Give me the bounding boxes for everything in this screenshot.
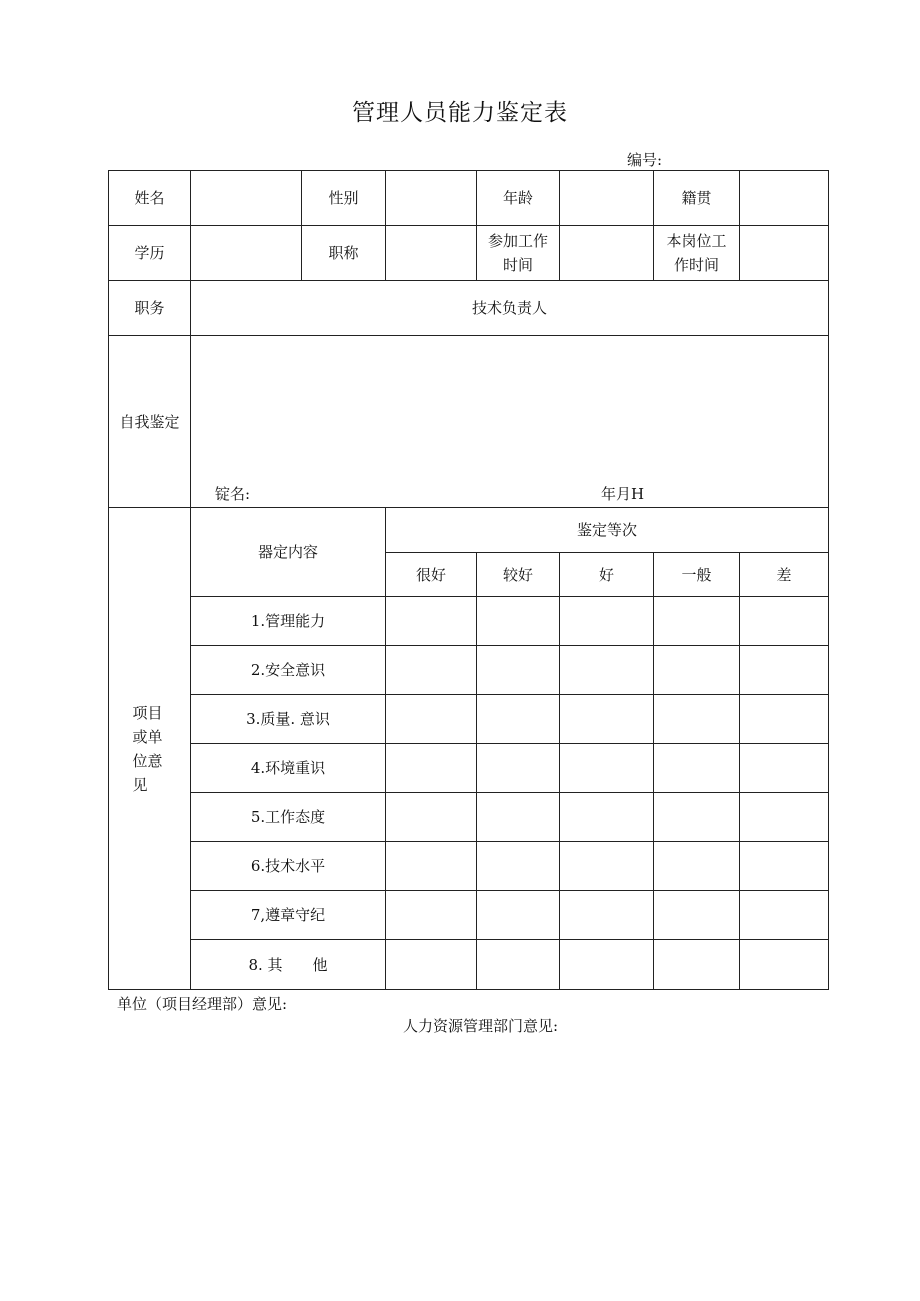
row-eval-header-1 (109, 508, 829, 553)
grade-cell[interactable] (560, 646, 654, 695)
eval-side-label: 项目或单位意见 (132, 703, 163, 794)
hr-opinion-label: 人力资源管理部门意见: (403, 1017, 559, 1035)
grade-cell[interactable] (560, 597, 654, 646)
table-row (109, 842, 829, 891)
post-time-field[interactable] (740, 226, 829, 281)
row-position (109, 281, 829, 336)
grade-cell[interactable] (654, 842, 740, 891)
grade-cell[interactable] (740, 695, 829, 744)
grade-cell[interactable] (560, 891, 654, 940)
grade-cell[interactable] (386, 646, 477, 695)
grade-cell[interactable] (654, 597, 740, 646)
row-basic-1 (109, 171, 829, 226)
grade-cell[interactable] (740, 646, 829, 695)
grade-cell[interactable] (386, 597, 477, 646)
appraisal-form-table (108, 170, 829, 990)
grade-cell[interactable] (654, 744, 740, 793)
page-title: 管理人员能力鉴定表 (352, 100, 568, 126)
table-row (109, 891, 829, 940)
signature-label: 锭名: (215, 485, 251, 503)
grade-cell[interactable] (560, 695, 654, 744)
work-start-label: 参加工作时间 (488, 232, 549, 274)
grade-cell[interactable] (740, 940, 829, 990)
grade-cell[interactable] (560, 940, 654, 990)
table-row (109, 940, 829, 990)
grade-fairly-good: 较好 (477, 553, 560, 597)
self-eval-label: 自我鉴定 (109, 336, 191, 508)
origin-label: 籍贯 (654, 171, 740, 226)
grade-good: 好 (560, 553, 654, 597)
eval-side-cell (109, 508, 191, 990)
job-title-label: 职称 (302, 226, 386, 281)
work-start-cell (477, 226, 560, 281)
grade-cell[interactable] (477, 744, 560, 793)
education-field[interactable] (191, 226, 302, 281)
grade-cell[interactable] (386, 940, 477, 990)
position-value[interactable]: 技术负责人 (191, 281, 829, 336)
unit-opinion-label: 单位（项目经理部）意见: (117, 995, 288, 1013)
name-field[interactable] (191, 171, 302, 226)
name-label: 姓名 (109, 171, 191, 226)
row-self-evaluation (109, 336, 829, 508)
grade-cell[interactable] (386, 744, 477, 793)
grade-cell[interactable] (740, 842, 829, 891)
work-start-field[interactable] (560, 226, 654, 281)
grade-cell[interactable] (477, 842, 560, 891)
grade-poor: 差 (740, 553, 829, 597)
grade-cell[interactable] (386, 793, 477, 842)
gender-label: 性别 (302, 171, 386, 226)
criterion-label: 6.技术水平 (191, 842, 386, 891)
grade-cell[interactable] (740, 597, 829, 646)
grade-header: 鉴定等次 (386, 508, 829, 553)
grade-cell[interactable] (386, 891, 477, 940)
grade-cell[interactable] (560, 744, 654, 793)
age-field[interactable] (560, 171, 654, 226)
grade-cell[interactable] (477, 597, 560, 646)
sign-date-label: 年月H (601, 485, 645, 503)
criterion-label: 1.管理能力 (191, 597, 386, 646)
grade-average: 一般 (654, 553, 740, 597)
content-header: 器定内容 (191, 508, 386, 597)
grade-cell[interactable] (386, 842, 477, 891)
grade-cell[interactable] (654, 891, 740, 940)
criterion-label: 5.工作态度 (191, 793, 386, 842)
grade-cell[interactable] (654, 793, 740, 842)
table-row (109, 793, 829, 842)
grade-cell[interactable] (740, 744, 829, 793)
gender-field[interactable] (386, 171, 477, 226)
grade-cell[interactable] (477, 940, 560, 990)
self-eval-field[interactable] (191, 336, 829, 508)
table-row (109, 695, 829, 744)
grade-cell[interactable] (654, 695, 740, 744)
criterion-label: 7,遵章守纪 (191, 891, 386, 940)
post-time-cell (654, 226, 740, 281)
post-time-label: 本岗位工作时间 (666, 232, 727, 274)
origin-field[interactable] (740, 171, 829, 226)
table-row (109, 744, 829, 793)
grade-cell[interactable] (477, 646, 560, 695)
serial-number-label: 编号: (627, 151, 663, 169)
grade-cell[interactable] (740, 793, 829, 842)
grade-cell[interactable] (740, 891, 829, 940)
grade-cell[interactable] (477, 891, 560, 940)
grade-cell[interactable] (477, 695, 560, 744)
grade-cell[interactable] (560, 842, 654, 891)
table-row (109, 646, 829, 695)
criterion-label: 4.环境重识 (191, 744, 386, 793)
grade-cell[interactable] (654, 940, 740, 990)
table-row (109, 597, 829, 646)
education-label: 学历 (109, 226, 191, 281)
age-label: 年龄 (477, 171, 560, 226)
position-label: 职务 (109, 281, 191, 336)
grade-cell[interactable] (386, 695, 477, 744)
grade-very-good: 很好 (386, 553, 477, 597)
criterion-label: 8. 其 他 (191, 940, 386, 990)
grade-cell[interactable] (477, 793, 560, 842)
criterion-label: 2.安全意识 (191, 646, 386, 695)
row-basic-2 (109, 226, 829, 281)
criterion-label: 3.质量. 意识 (191, 695, 386, 744)
grade-cell[interactable] (654, 646, 740, 695)
grade-cell[interactable] (560, 793, 654, 842)
job-title-field[interactable] (386, 226, 477, 281)
